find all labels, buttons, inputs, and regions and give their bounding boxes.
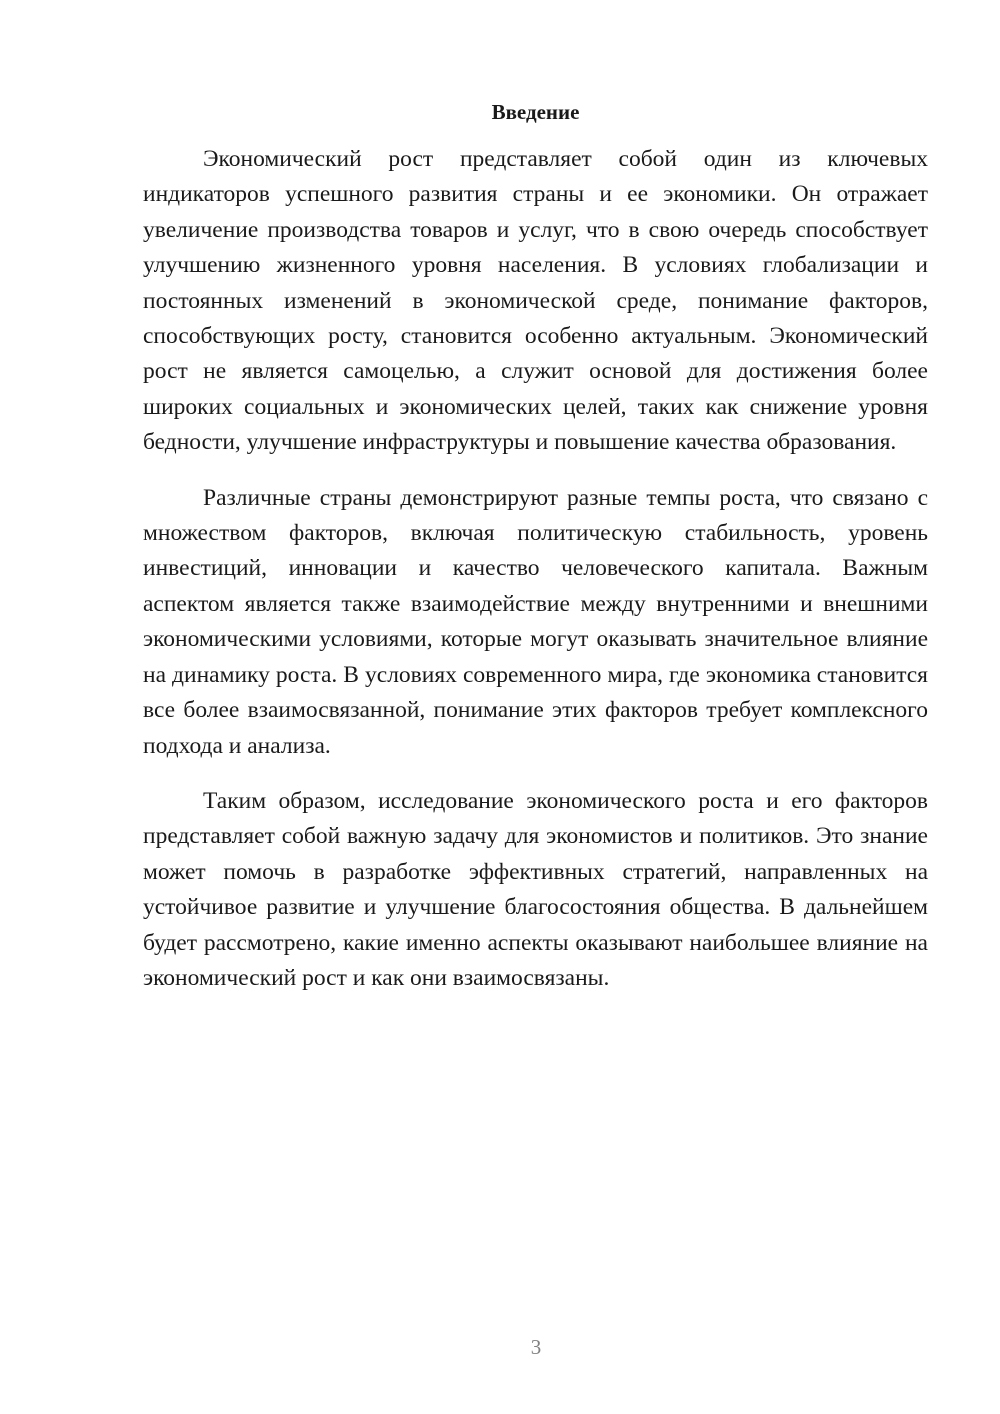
page-number: 3 bbox=[530, 1335, 542, 1359]
body-text bbox=[143, 142, 928, 1016]
paragraph-3: Таким образом, исследование экономического роста и его факторов представляет собой важную задачу для экономистов и политиков. Это знание может помочь в разработке эффективных стратегий, направленных на устойчивое развитие и улучшение благосостояния общества. В дальнейшем будет рассмотрено, какие именно аспекты оказывают наибольшее влияние на экономический рост и как они взаимосвязаны. bbox=[143, 787, 928, 991]
page-title: Введение bbox=[491, 100, 580, 124]
paragraph-1: Экономический рост представляет собой один из ключевых индикаторов успешного развития страны и ее экономики. Он отражает увеличение производства товаров и услуг, что в свою очередь способствует улучшению жизненного уровня населения. В условиях глобализации и постоянных изменений в экономической среде, понимание факторов, способствующих росту, становится особенно актуальным. Экономический рост не является самоцелью, а служит основой для достижения более широких социальных и экономических целей, таких как снижение уровня бедности, улучшение инфраструктуры и повышение качества образования. bbox=[143, 146, 928, 456]
paragraph-2: Различные страны демонстрируют разные темпы роста, что связано с множеством факторов, включая политическую стабильность, уровень инвестиций, инновации и качество человеческого капитала. Важным аспектом является также взаимодействие между внутренними и внешними экономическими условиями, которые могут оказывать значительное влияние на динамику роста. В условиях современного мира, где экономика становится все более взаимосвязанной, понимание этих факторов требует комплексного подхода и анализа. bbox=[143, 484, 928, 759]
